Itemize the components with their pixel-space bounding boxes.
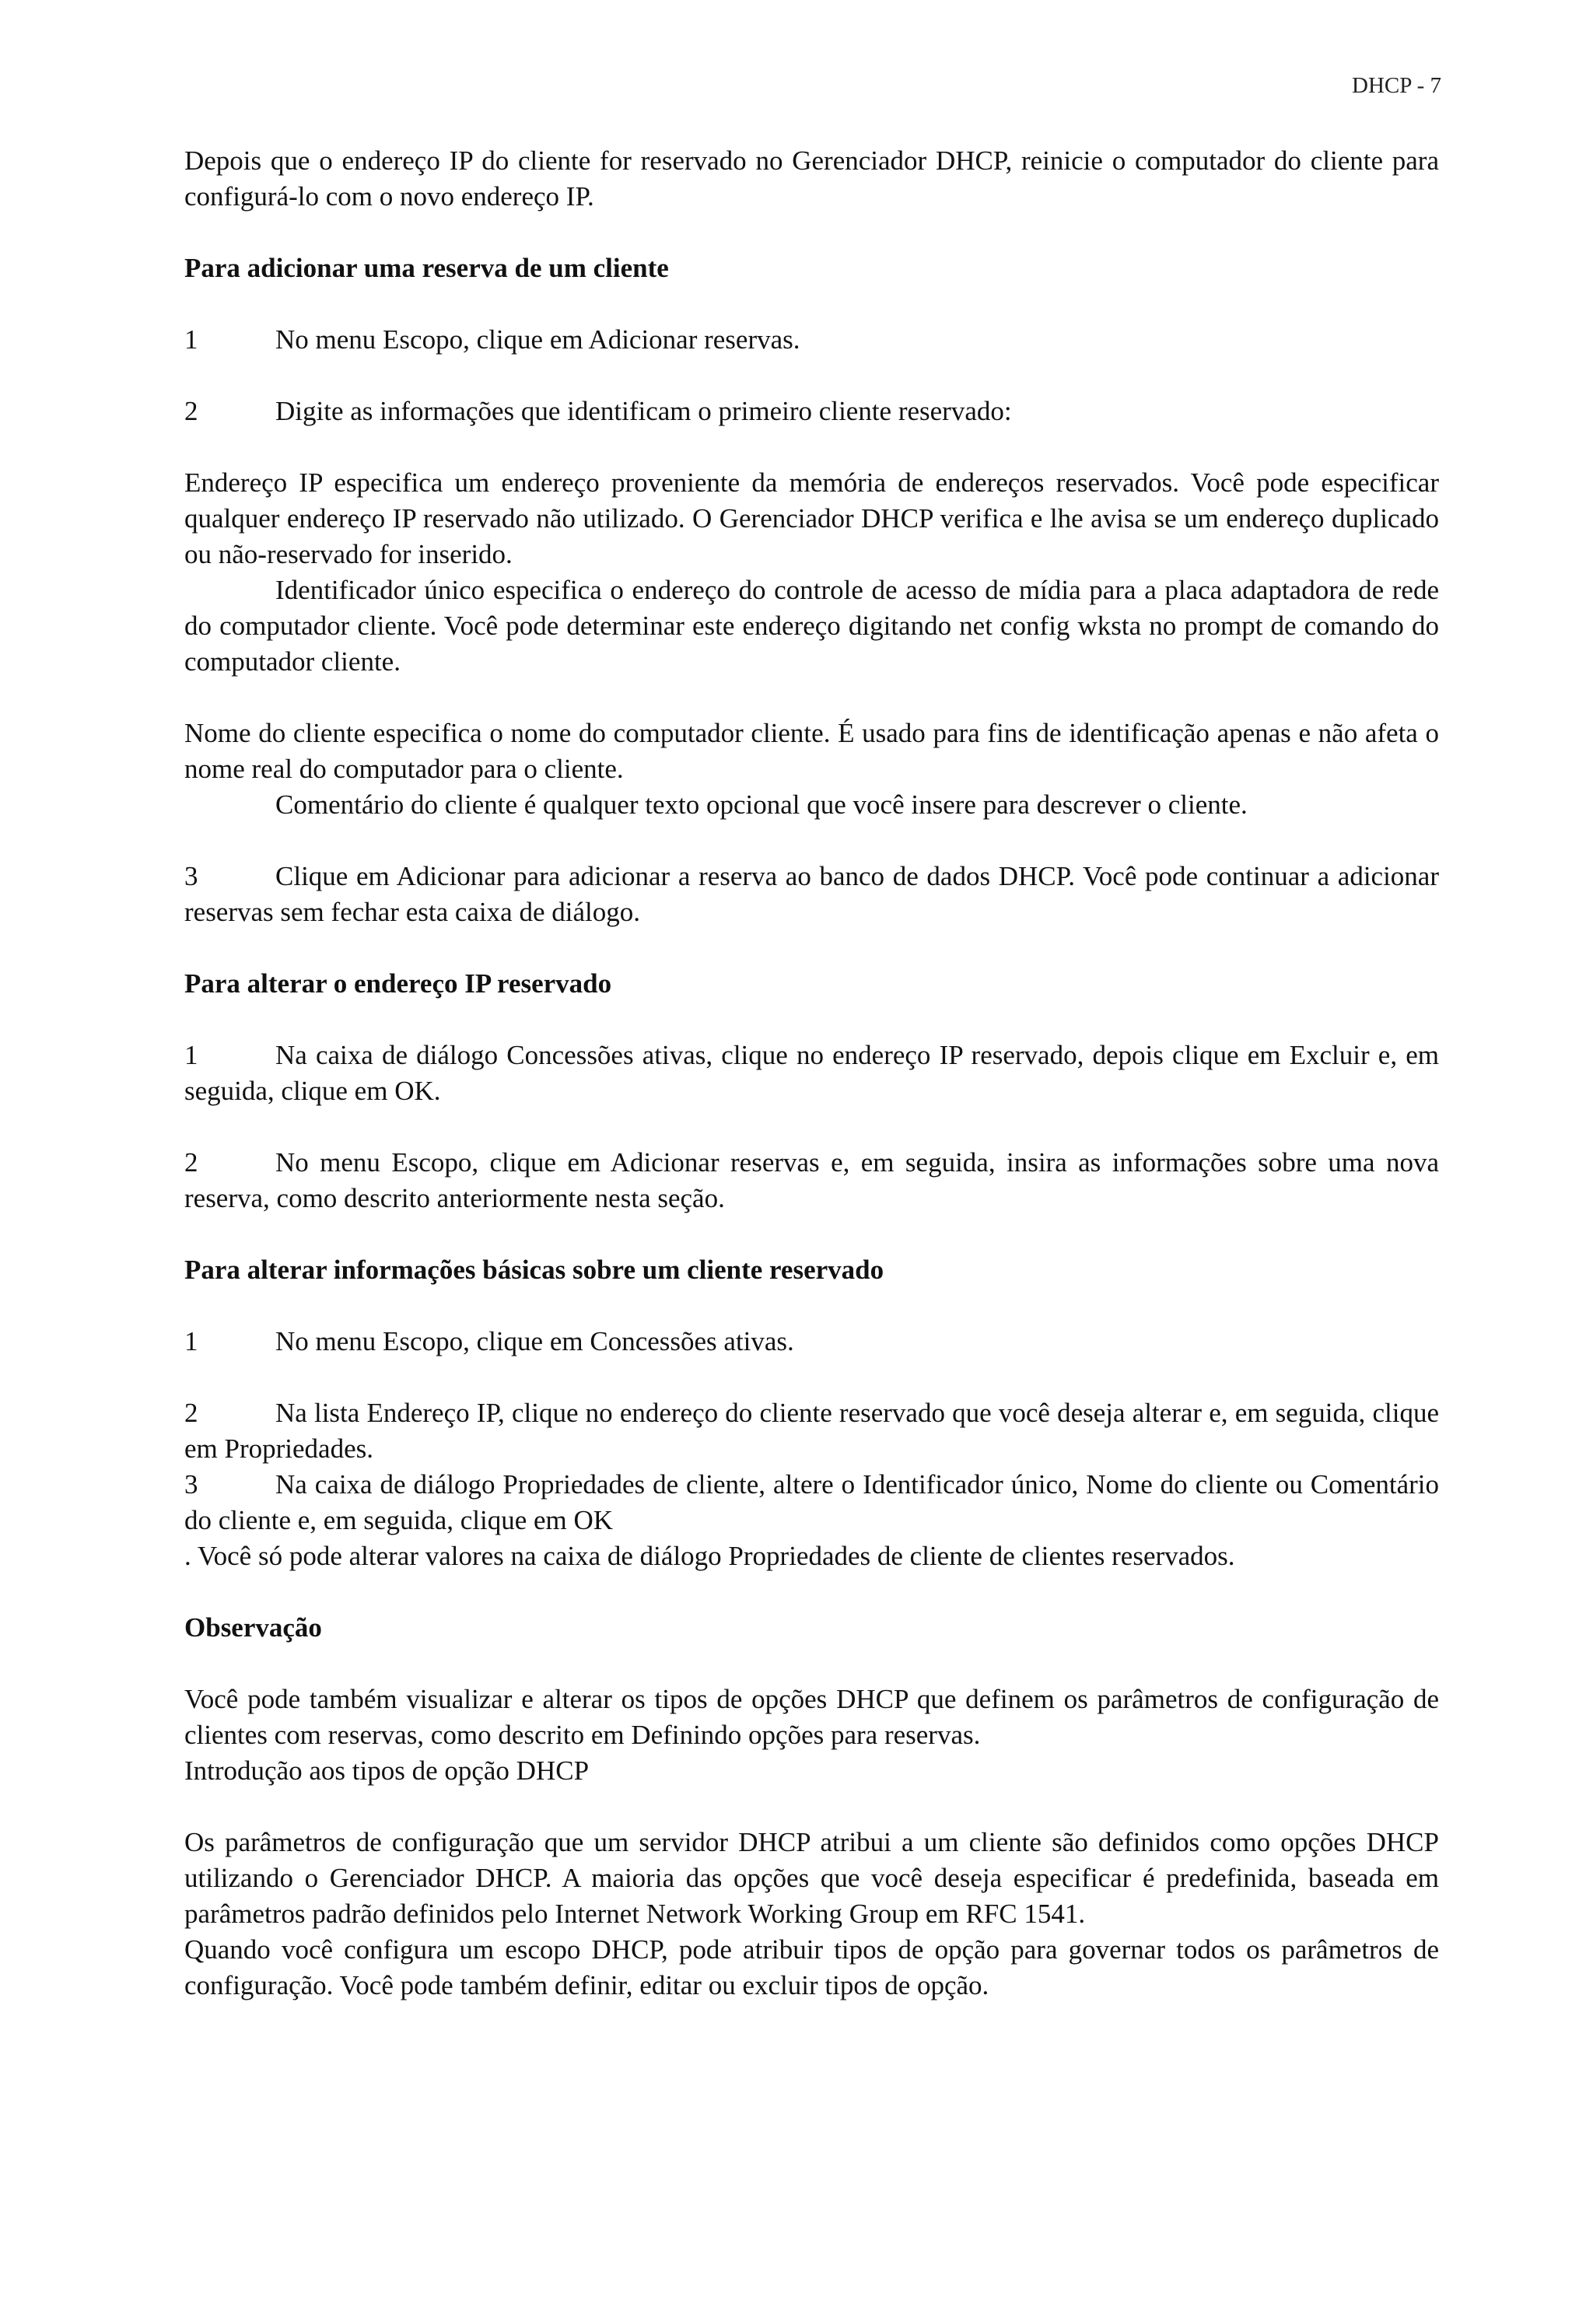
list-item-add-step-2 [184, 394, 1439, 429]
step-number: 3 [184, 861, 198, 891]
page-header: DHCP - 7 [1352, 73, 1441, 98]
step-number: 2 [184, 1398, 198, 1428]
step-number: 2 [184, 396, 198, 426]
step-text: Na lista Endereço IP, clique no endereço do cliente reservado que você deseja alterar e, em seguida, clique em Propriedades. [184, 1398, 1439, 1464]
step-number: 1 [184, 324, 198, 355]
list-item-info-step-3 [184, 1467, 1439, 1538]
step-number: 1 [184, 1326, 198, 1356]
step-text: No menu Escopo, clique em Adicionar reservas. [275, 324, 800, 355]
list-item-add-step-3 [184, 859, 1439, 930]
paragraph-client-name: Nome do cliente especifica o nome do computador cliente. É usado para fins de identificação apenas e não afeta o nome real do computador para o cliente. [184, 718, 1439, 784]
paragraph-unique-identifier: Identificador único especifica o endereço do controle de acesso de mídia para a placa adaptadora de rede do computador cliente. Você pode determinar este endereço digitando net config wksta no prompt de comando do computador cliente. [184, 575, 1439, 677]
step-text: Na caixa de diálogo Propriedades de cliente, altere o Identificador único, Nome do cliente ou Comentário do cliente e, em seguida, clique em OK [184, 1469, 1439, 1535]
list-item-change-step-1 [184, 1038, 1439, 1109]
step-text: Clique em Adicionar para adicionar a reserva ao banco de dados DHCP. Você pode continuar a adicionar reservas sem fechar esta caixa de diálogo. [184, 861, 1439, 927]
list-item-info-step-2 [184, 1395, 1439, 1467]
paragraph-ip-address: Endereço IP especifica um endereço proveniente da memória de endereços reservados. Você pode especificar qualquer endereço IP reservado não utilizado. O Gerenciador DHCP verifica e lhe avisa se um endereço duplicado ou não-reservado for inserido. [184, 467, 1439, 569]
paragraph-config-params: Os parâmetros de configuração que um servidor DHCP atribui a um cliente são definidos como opções DHCP utilizando o Gerenciador DHCP. A maioria das opções que você deseja especificar é predefinida, baseada em parâmetros padrão definidos pelo Internet Network Working Group em RFC 1541. [184, 1827, 1439, 1929]
step-text: Digite as informações que identificam o primeiro cliente reservado: [275, 396, 1012, 426]
list-item-change-step-2 [184, 1145, 1439, 1216]
step-number: 1 [184, 1040, 198, 1070]
heading-add-reservation: Para adicionar uma reserva de um cliente [184, 253, 669, 283]
heading-change-info: Para alterar informações básicas sobre um cliente reservado [184, 1255, 884, 1285]
paragraph-intro-option-types: Introdução aos tipos de opção DHCP [184, 1755, 590, 1786]
paragraph-scope-options: Quando você configura um escopo DHCP, pode atribuir tipos de opção para governar todos os parâmetros de configuração. Você pode também definir, editar ou excluir tipos de opção. [184, 1934, 1439, 2000]
list-item-info-step-1 [184, 1324, 1439, 1360]
step-text: Na caixa de diálogo Concessões ativas, clique no endereço IP reservado, depois clique em Excluir e, em seguida, clique em OK. [184, 1040, 1439, 1106]
paragraph-note: Você pode também visualizar e alterar os tipos de opções DHCP que definem os parâmetros de configuração de clientes com reservas, como descrito em Definindo opções para reservas. [184, 1684, 1439, 1750]
list-item-add-step-1 [184, 322, 1439, 358]
page-body [184, 143, 1439, 2004]
paragraph-client-comment: Comentário do cliente é qualquer texto opcional que você insere para descrever o cliente. [275, 789, 1248, 820]
step-text: No menu Escopo, clique em Concessões ativas. [275, 1326, 794, 1356]
paragraph-intro: Depois que o endereço IP do cliente for reservado no Gerenciador DHCP, reinicie o computador do cliente para configurá-lo com o novo endereço IP. [184, 145, 1439, 212]
step-number: 2 [184, 1147, 198, 1178]
step-number: 3 [184, 1469, 198, 1500]
step-text: No menu Escopo, clique em Adicionar reservas e, em seguida, insira as informações sobre uma nova reserva, como descrito anteriormente nesta seção. [184, 1147, 1439, 1213]
heading-change-ip: Para alterar o endereço IP reservado [184, 968, 612, 999]
heading-note: Observação [184, 1612, 322, 1643]
paragraph-reserved-only: . Você só pode alterar valores na caixa de diálogo Propriedades de cliente de clientes reservados. [184, 1541, 1235, 1571]
